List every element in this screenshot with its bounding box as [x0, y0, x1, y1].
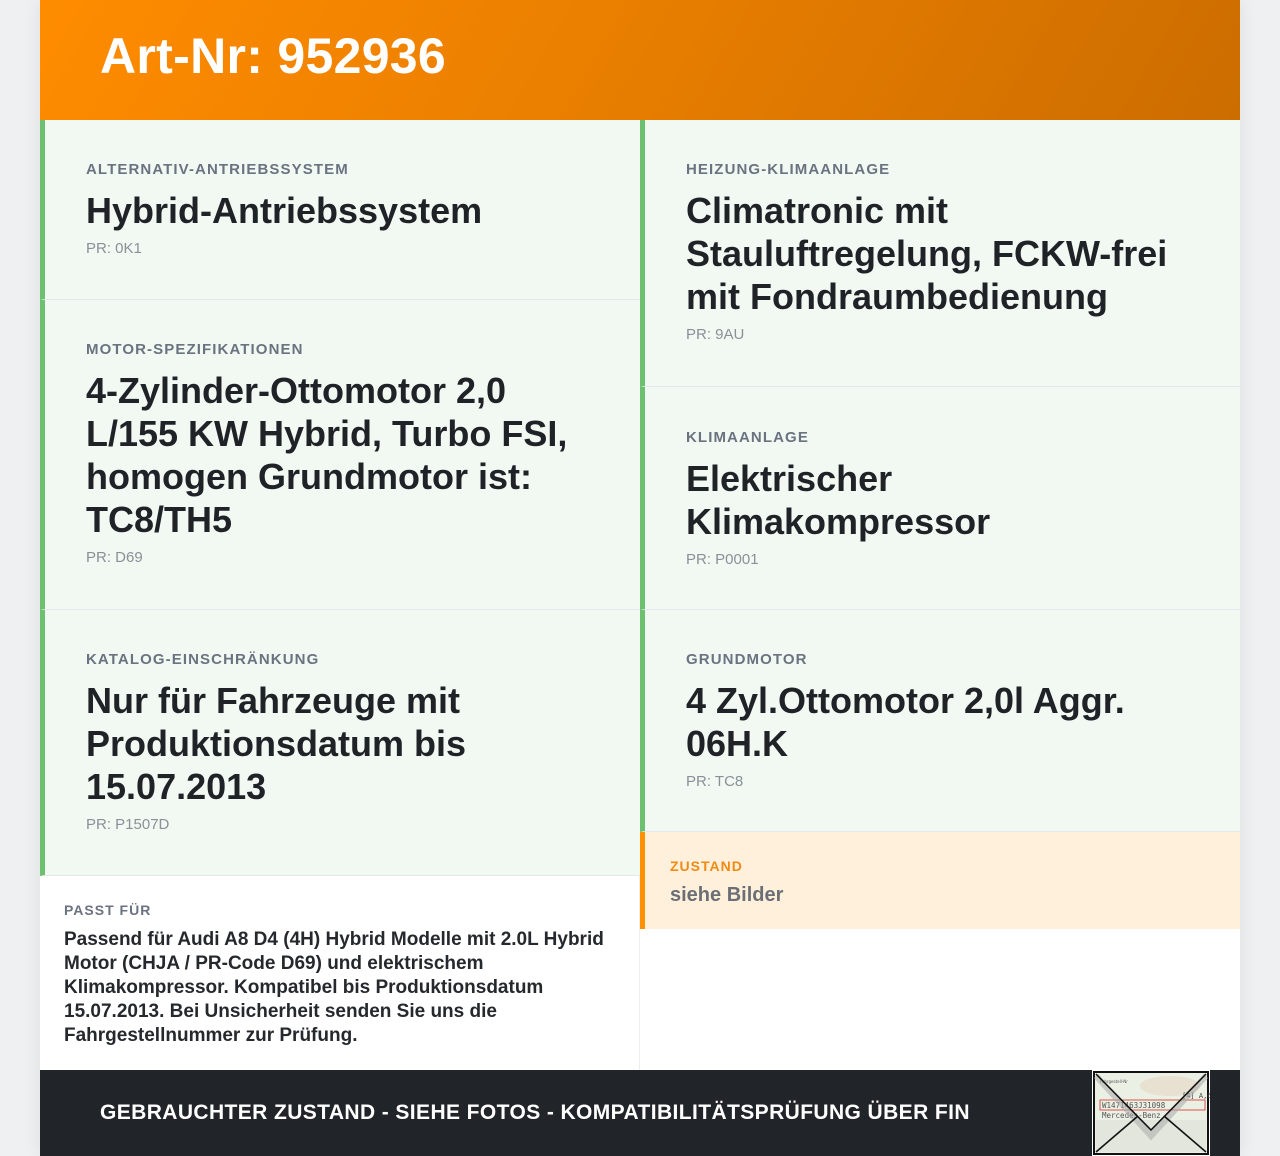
- product-card: [40, 0, 1240, 1156]
- vin-document-envelope-icon: [1092, 1070, 1210, 1156]
- svg-text:Fahrgestell-Nr: Fahrgestell-Nr: [1100, 1079, 1128, 1084]
- article-number-title: Art-Nr: 952936: [100, 28, 447, 84]
- spec-card-grundmotor: [640, 610, 1240, 832]
- spec-card-alternativ-antriebssystem: [40, 120, 640, 300]
- svg-text:Mercedes-Benz: Mercedes-Benz: [1102, 1111, 1161, 1120]
- spec-pr-code: PR: D69: [86, 549, 143, 566]
- spec-pr-code: PR: P0001: [686, 551, 759, 568]
- spec-card-motor-spezifikationen: [40, 300, 640, 610]
- footer-notice: GEBRAUCHTER ZUSTAND - SIEHE FOTOS - KOMPATIBILITÄTSPRÜFUNG ÜBER FIN: [100, 1101, 970, 1124]
- condition-text: siehe Bilder: [670, 884, 784, 906]
- spec-pr-code: PR: P1507D: [86, 816, 170, 833]
- spec-value: 4-Zylinder-Ottomotor 2,0 L/155 KW Hybrid, Turbo FSI, homogen Grundmotor ist: TC8/TH5: [86, 370, 568, 540]
- spec-value: Nur für Fahrzeuge mit Produktionsdatum bis 15.07.2013: [86, 680, 467, 807]
- fitment-text: Passend für Audi A8 D4 (4H) Hybrid Modelle mit 2.0L Hybrid Motor (CHJA / PR-Code D69) und elektrischem Klimakompressor. Kompatibel bis Produktionsdatum 15.07.2013. Bei Unsicherheit senden Sie uns die Fahrgestellnummer zur Prüfung.: [64, 929, 604, 1046]
- header-banner: [40, 0, 1240, 120]
- spec-card-klimaanlage: [640, 387, 1240, 610]
- spec-value: Elektrischer Klimakompressor: [686, 458, 991, 542]
- spec-label: KLIMAANLAGE: [686, 429, 809, 446]
- fitment-label: PASST FÜR: [64, 902, 152, 918]
- spec-value: Climatronic mit Stauluftregelung, FCKW-frei mit Fondraumbedienung: [686, 190, 1168, 317]
- svg-text:W1471463J31098: W1471463J31098: [1102, 1101, 1166, 1110]
- spec-value: Hybrid-Antriebssystem: [86, 190, 483, 231]
- spec-label: MOTOR-SPEZIFIKATIONEN: [86, 341, 304, 358]
- spec-label: KATALOG-EINSCHRÄNKUNG: [86, 651, 320, 668]
- spec-card-katalog-einschraenkung: [40, 610, 640, 876]
- condition-box: [640, 832, 1240, 929]
- svg-text:[4] A,6: [4] A,6: [1182, 1092, 1210, 1100]
- spec-label: GRUNDMOTOR: [686, 651, 808, 668]
- spec-pr-code: PR: TC8: [686, 773, 744, 790]
- condition-label: ZUSTAND: [670, 858, 743, 874]
- fitment-box: [40, 876, 640, 1070]
- spec-pr-code: PR: 9AU: [686, 326, 745, 343]
- spec-label: HEIZUNG-KLIMAANLAGE: [686, 161, 891, 178]
- spec-label: ALTERNATIV-ANTRIEBSSYSTEM: [86, 161, 349, 178]
- footer-bar: [40, 1070, 1240, 1156]
- spec-value: 4 Zyl.Ottomotor 2,0l Aggr. 06H.K: [686, 680, 1125, 764]
- spec-pr-code: PR: 0K1: [86, 240, 142, 257]
- spec-card-heizung-klimaanlage: [640, 120, 1240, 387]
